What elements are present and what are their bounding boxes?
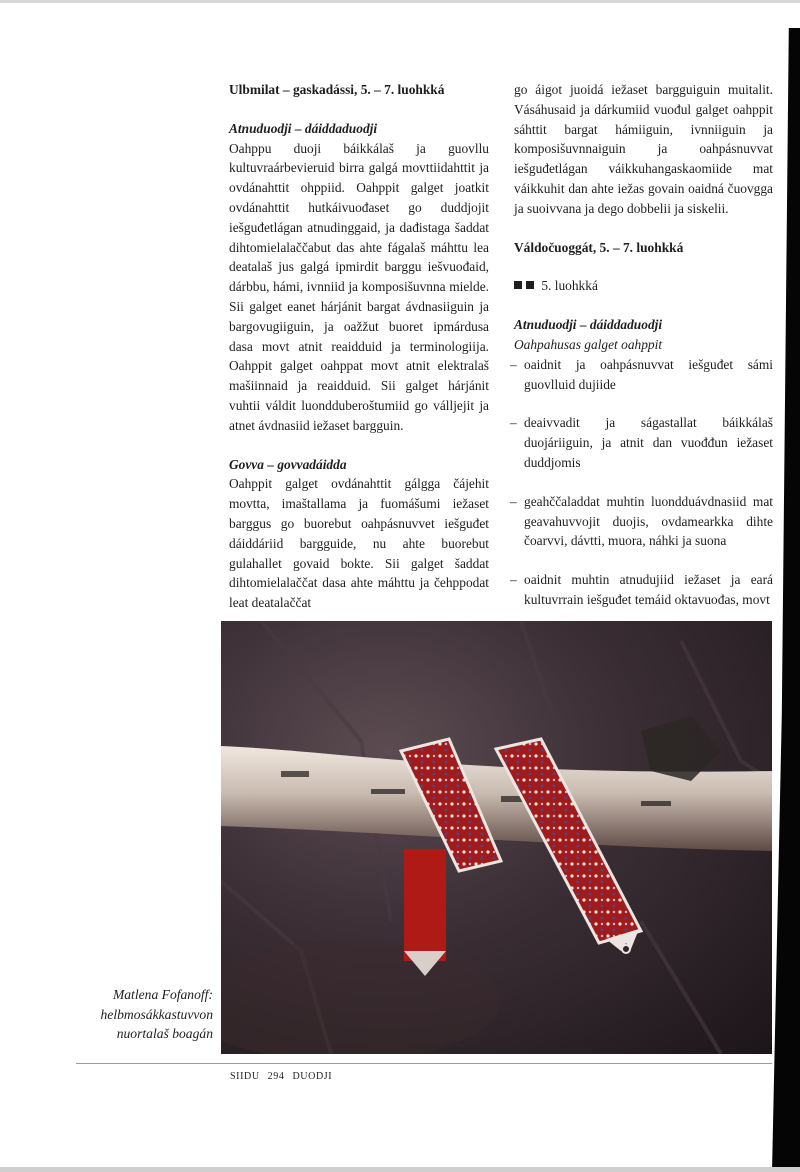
section-heading-valdocuoggat: Váldočuoggát, 5. – 7. luohkká — [514, 239, 684, 255]
grade-marker-label: 5. luohkká — [541, 278, 598, 294]
left-column — [229, 80, 489, 613]
right-column — [510, 80, 773, 610]
square-bullet-icon — [514, 281, 522, 289]
list-item: – oaidnit ja oahpásnuvvat iešguđet sámi guovlluid dujiide — [510, 356, 773, 392]
footer-section: DUODJI — [292, 1071, 333, 1082]
footer-label: SIIDU — [230, 1071, 260, 1082]
dash-bullet-icon: – — [510, 493, 517, 509]
section-title-govva: Govva – govvadáidda — [229, 456, 347, 472]
caption-line: helbmosákkastuvvon — [100, 1006, 213, 1022]
caption-line: Matlena Fofanoff: — [112, 987, 213, 1002]
bullet-list — [510, 355, 773, 610]
photo-beaded-belt — [221, 621, 772, 1054]
section-heading: Ulbmilat – gaskadássi, 5. – 7. luohkká — [229, 82, 445, 97]
dash-bullet-icon: – — [510, 572, 517, 588]
page-number: 294 — [267, 1071, 285, 1082]
belt-end-strap — [404, 849, 446, 961]
square-bullet-icon — [526, 281, 534, 289]
dash-bullet-icon: – — [510, 415, 517, 431]
page-footer — [230, 1071, 340, 1082]
subheading-atnuduodji: Atnuduodji – dáiddaduodji — [514, 317, 663, 333]
list-item: – oaidnit muhtin atnudujiid iežaset ja eará kultuvrrain iešguđet temáid oktavuođas, movt — [510, 572, 773, 607]
scan-top-edge — [0, 0, 800, 3]
belt-photo-illustration — [221, 621, 772, 1054]
grade-marker — [514, 276, 773, 296]
caption-line: nuortalaš boagán — [116, 1026, 213, 1042]
paragraph-govva: Oahppit galget ovdánahttit gálgga čájehit movtta, imaštallama ja fuomášumi iežaset barggus go buorebut oahpásnuvvet iešguđet dáiddáriid bargguide, nu ahte buorebut gulahallet govaid bokte. Sii galget šaddat dihtomielalaččat dasa ahte máhttu ja čehppodat leat deatalaččat — [229, 476, 489, 611]
photo-caption — [58, 985, 213, 1044]
section-title-atnuduodji: Atnuduodji – dáiddaduodji — [229, 120, 378, 136]
list-item: – deaivvadit ja ságastallat báikkálaš duojáriiguin, ja atnit dan vuođđun iežaset duddjomis — [510, 415, 773, 470]
scan-bottom-edge — [0, 1167, 800, 1172]
list-item: – geahččaladdat muhtin luondduávdnasiid mat geavahuvvojit duojis, ovdamearkka dihte čoarvvi, dávtti, muora, náhki ja suona — [510, 493, 773, 549]
dash-bullet-icon: – — [510, 356, 517, 372]
footer-rule — [76, 1063, 772, 1064]
bark-knot — [641, 716, 721, 781]
subtitle-oahpahusas: Oahpahusas galget oahppit — [514, 336, 663, 352]
scan-right-shadow — [772, 28, 800, 1172]
paragraph-atnuduodji: Oahppu duoji báikkálaš ja guovllu kultuvraárbevieruid birra galgá movttiidahttit ja ovdánahttit ohppiid. Oahppit galget joatkit ovdánahttit hutkáivuođaset go duddjojit iešguđetlágan atnudinggaid, ja dađistaga šaddat dihtomielalaččabut das ahte fágalaš máhttu lea deatalaš jus galgá ipmirdit barggu iešvuođaid, dárbbu, hámi, ivnniid ja komposišuvnna mielde. Sii galget eanet hárjánit bargat ávdnasiiguin ja bargovugiiguin, ja oažžut buoret ipmárdusa dasa movt atnit reaidduid ja terminologiija. Oahppit galget oahppat movt atnit elektralaš mašiinnaid ja reaidduid. Sii galget hárjánit vuhtii váldit luondduberoštumiid go válljejit ja atnet ávdnasiid iežaset bargguin. — [229, 140, 489, 433]
paragraph-continuation: go áigot juoidá iežaset bargguiguin muitalit. Vásáhusaid ja dárkumiid vuođul galget oahppit sáhttit bargat hámiiguin, ivnniiguin ja komposišuvnnaiguin ja oahpásnuvvat iešguđetlágan váikkuhangaskaomiide mat váikkuhit dan ahte iežas govain oaidná čuovgga ja suoivvana ja dego dobbelii ja siskelii. — [514, 82, 773, 216]
